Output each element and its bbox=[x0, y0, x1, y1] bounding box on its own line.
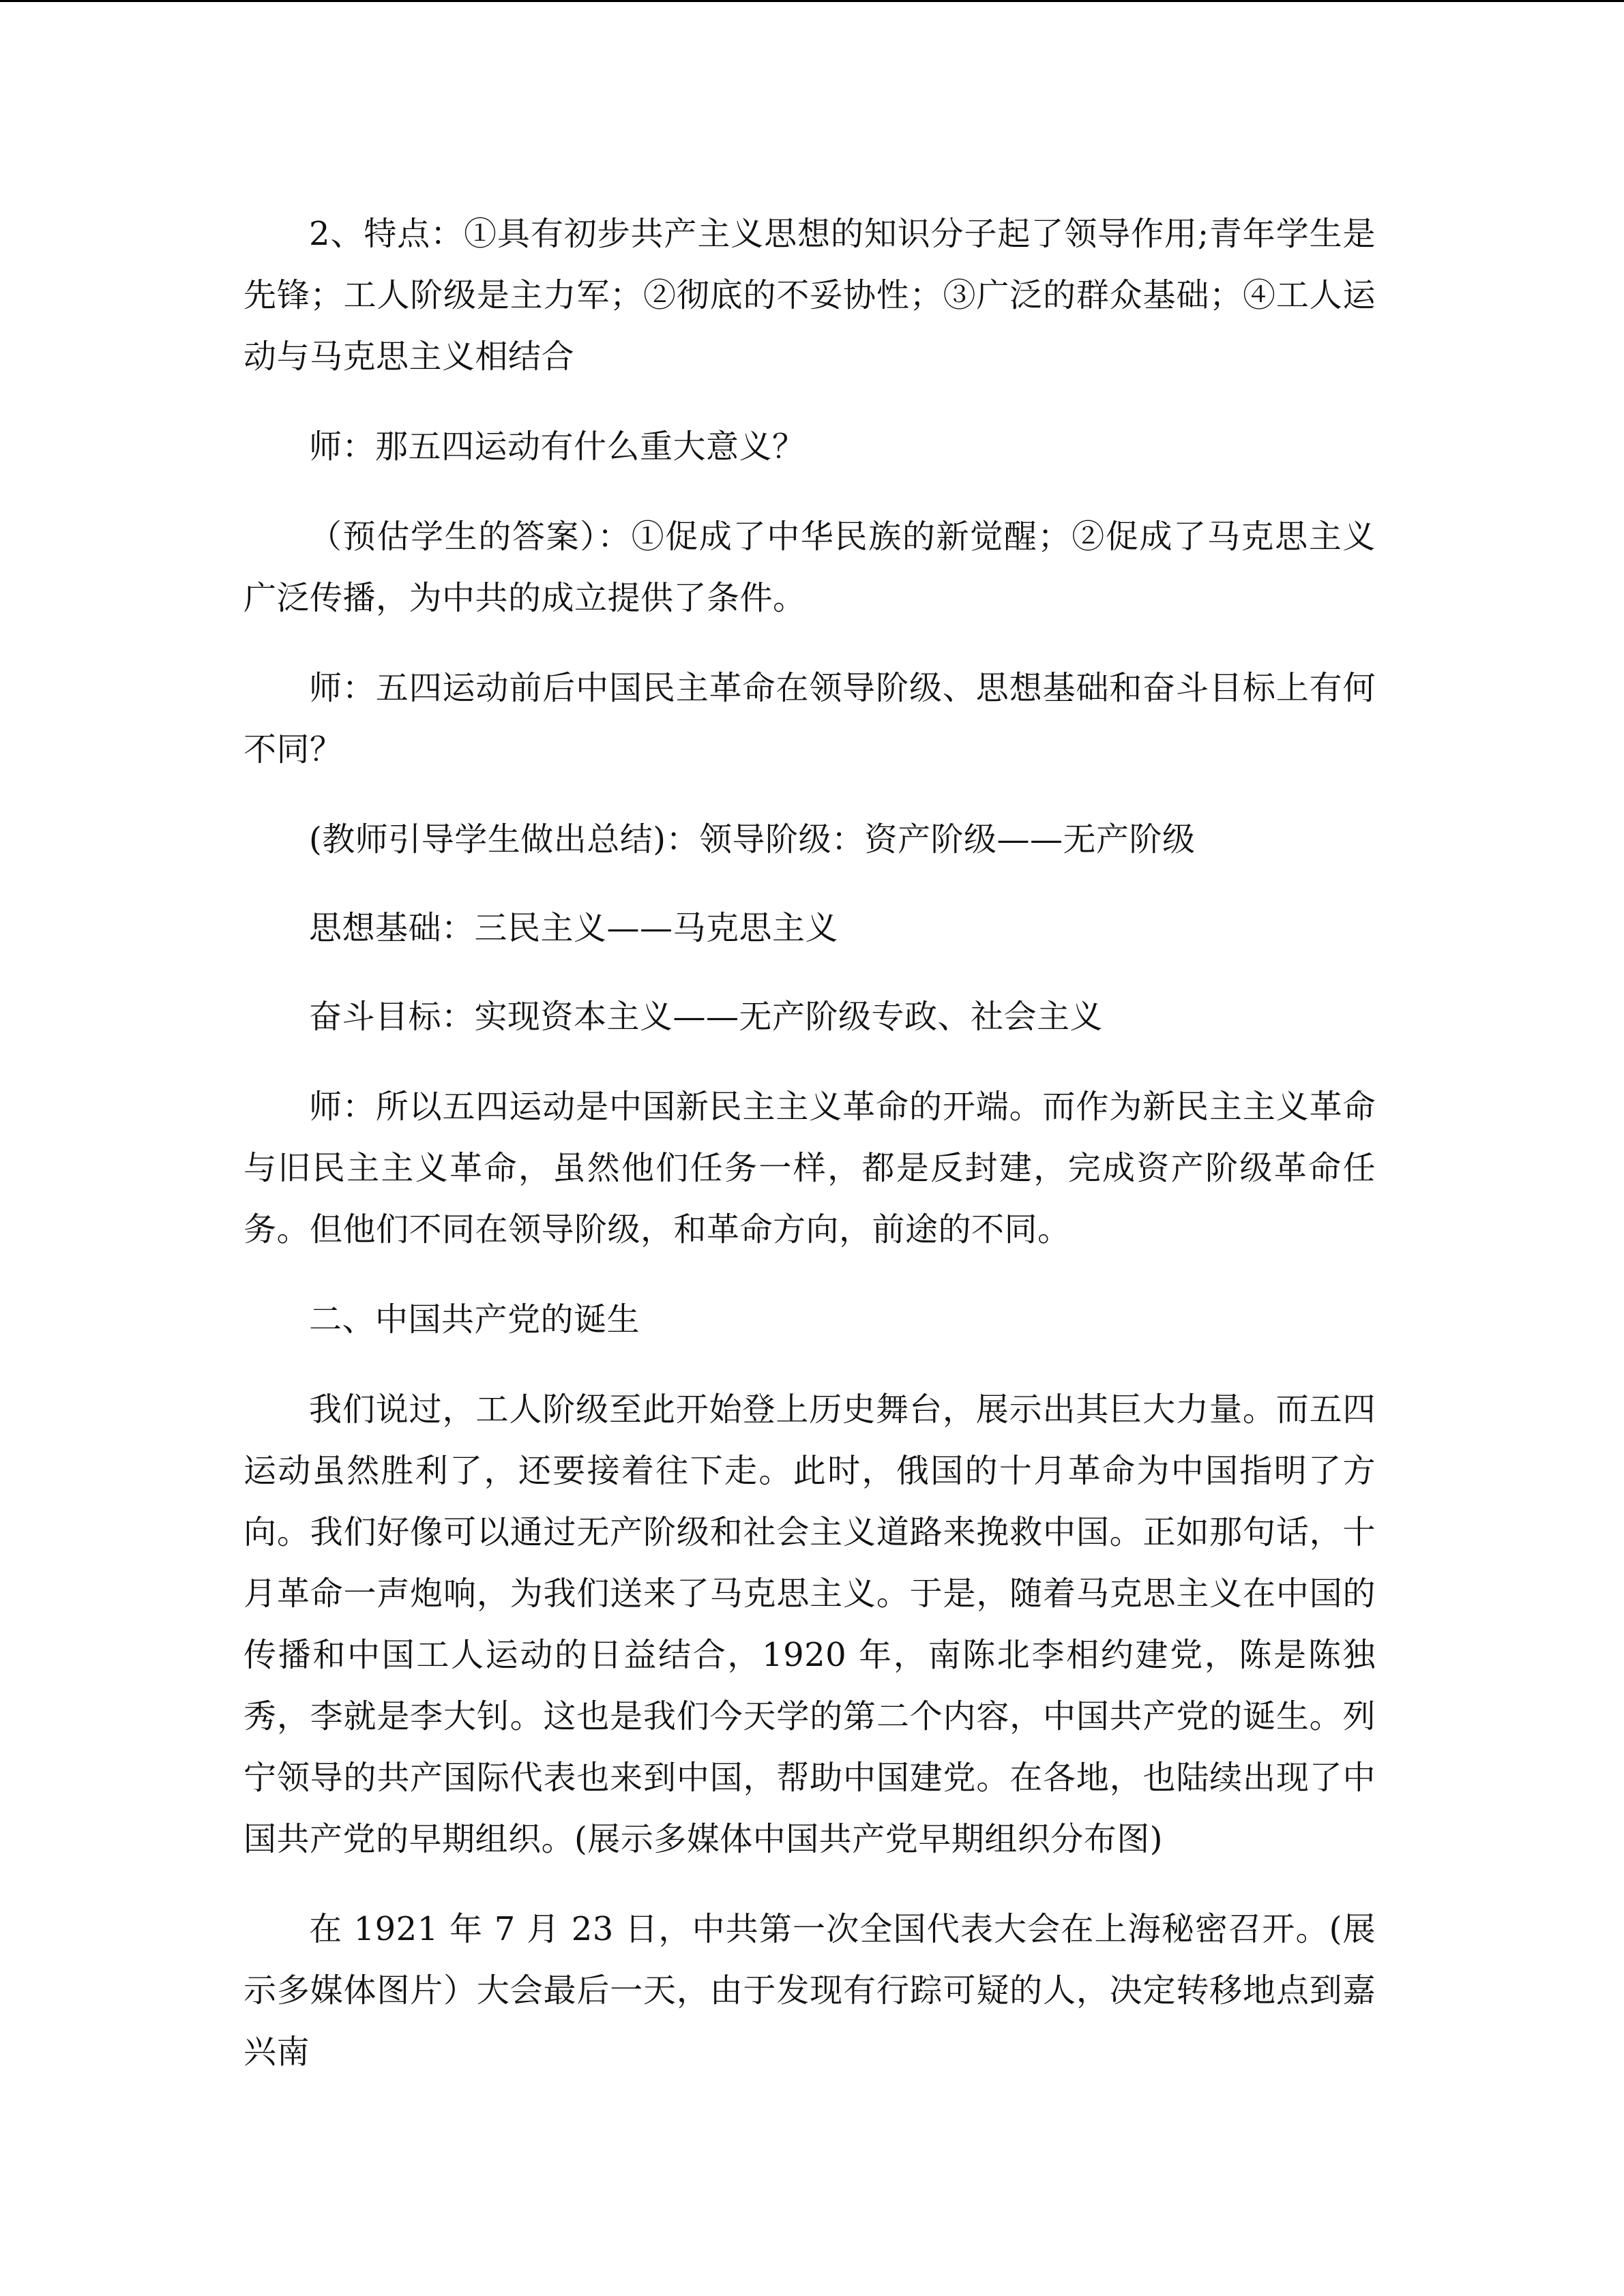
paragraph-first-congress: 在 1921 年 7 月 23 日，中共第一次全国代表大会在上海秘密召开。(展示多媒体图片）大会最后一天，由于发现有行踪可疑的人，决定转移地点到嘉兴南 bbox=[243, 1910, 1376, 2071]
document-body bbox=[243, 203, 1376, 2111]
page-top-border bbox=[0, 0, 1624, 2]
section-heading-cpc-founding: 二、中国共产党的诞生 bbox=[309, 1300, 640, 1339]
paragraph-ideological-basis: 思想基础：三民主义——马克思主义 bbox=[309, 909, 839, 947]
paragraph-student-answer: （预估学生的答案）：①促成了中华民族的新觉醒；②促成了马克思主义广泛传播，为中共的成立提供了条件。 bbox=[243, 518, 1376, 617]
paragraph-party-founding: 我们说过，工人阶级至此开始登上历史舞台，展示出其巨大力量。而五四运动虽然胜利了，还要接着往下走。此时，俄国的十月革命为中国指明了方向。我们好像可以通过无产阶级和社会主义道路来挽救中国。正如那句话，十月革命一声炮响，为我们送来了马克思主义。于是，随着马克思主义在中国的传播和中国工人运动的日益结合，1920 年，南陈北李相约建党，陈是陈独秀，李就是李大钊。这也是我们今天学的第二个内容，中国共产党的诞生。列宁领导的共产国际代表也来到中国，帮助中国建党。在各地，也陆续出现了中国共产党的早期组织。(展示多媒体中国共产党早期组织分布图) bbox=[243, 1390, 1376, 1858]
paragraph-struggle-goal: 奋斗目标：实现资本主义——无产阶级专政、社会主义 bbox=[309, 998, 1104, 1036]
paragraph-characteristics: 2、特点：①具有初步共产主义思想的知识分子起了领导作用;青年学生是先锋；工人阶级是主力军；②彻底的不妥协性；③广泛的群众基础；④工人运动与马克思主义相结合 bbox=[243, 215, 1376, 376]
paragraph-teacher-question-significance: 师：那五四运动有什么重大意义？ bbox=[309, 428, 806, 466]
paragraph-teacher-conclusion: 师：所以五四运动是中国新民主主义革命的开端。而作为新民主主义革命与旧民主主义革命，虽然他们任务一样，都是反封建，完成资产阶级革命任务。但他们不同在领导阶级，和革命方向，前途的不同。 bbox=[243, 1088, 1376, 1249]
paragraph-teacher-question-differences: 师：五四运动前后中国民主革命在领导阶级、思想基础和奋斗目标上有何不同？ bbox=[243, 669, 1376, 769]
paragraph-leading-class: (教师引导学生做出总结)：领导阶级：资产阶级——无产阶级 bbox=[309, 820, 1196, 859]
